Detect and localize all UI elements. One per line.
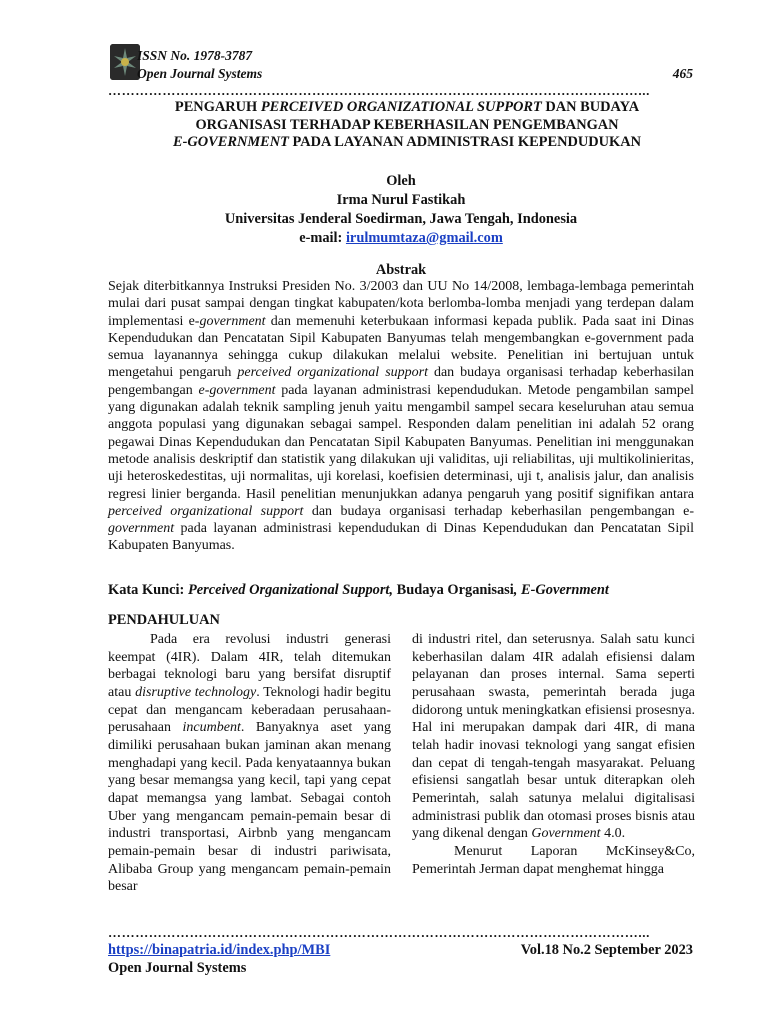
- title-line-3: E-GOVERNMENT PADA LAYANAN ADMINISTRASI KEPENDUDUKAN: [172, 134, 642, 150]
- author-block: [108, 172, 694, 248]
- footer-ojs: Open Journal Systems: [108, 960, 247, 976]
- abstract-body: Sejak diterbitkannya Instruksi Presiden No. 3/2003 dan UU No 14/2008, lembaga-lembaga pemerintah mulai dari pusat sampai dengan tingkat kabupaten/kota berlomba-lomba menjadi yang terdepan dalam implementasi e-government dan memenuhi keterbukaan informasi kepada publik. Pada saat ini Dinas Kependudukan dan Pencatatan Sipil Kabupaten Banyumas telah mengembangkan e-government pada semua layanannya sehingga cukup dilakukan melalui website. Penelitian ini bertujuan untuk mengetahui pengaruh perceived organizational support dan budaya organisasi terhadap keberhasilan pengembangan e-government pada layanan administrasi kependudukan. Metode pengambilan sampel yang digunakan adalah teknik sampling jenuh yaitu mengambil sampel secara keseluruhan atau semua anggota populasi yang digunakan sebagai sampel. Responden dalam penelitian ini adalah 52 orang pegawai Dinas Kependudukan dan Pencatatan Sipil Kabupaten Banyumas. Penelitian ini menggunakan metode analisis deskriptif dan statistik yang dilakukan uji validitas, uji reliabilitas, uji multikolinieritas, uji heteroskedestitas, uji normalitas, uji korelasi, koefisien determinasi, uji t, analisis jalur, dan analisis regresi linier berganda. Hasil penelitian menunjukkan adanya pengaruh yang positif signifikan antara perceived organizational support dan budaya organisasi terhadap keberhasilan pengembangan e-government pada layanan administrasi kependudukan di Dinas Kependudukan dan Pencatatan Sipil Kabupaten Banyumas.: [108, 279, 695, 554]
- logo-emblem-icon: [110, 44, 140, 80]
- header-ojs: Open Journal Systems: [137, 66, 263, 81]
- header-separator: ………………………………………………………………………………………………………...: [108, 86, 650, 96]
- right-column: [412, 631, 695, 878]
- volume-info: Vol.18 No.2 September 2023: [520, 942, 693, 958]
- left-paragraph: Pada era revolusi industri generasi keempat (4IR). Dalam 4IR, telah ditemukan berbagai teknologi baru yang bersifat disruptif atau disruptive technology. Teknologi hadir begitu cepat dan mengancam keberadaan perusahaan-perusahaan incumbent. Banyaknya aset yang dimiliki perusahaan bukan jaminan akan menang menghadapi yang kecil. Pada kenyataannya bukan yang besar memangsa yang kecil, tapi yang cepat dapat memangsa yang lambat. Sebagai contoh Uber yang mengancam pemain-pemain besar di industri transportasi, Airbnb yang mengancam pemain-pemain besar di industri pariwisata, Alibaba Group yang mengancam pemain-pemain besar: [108, 632, 391, 895]
- author-by: Oleh: [386, 173, 416, 189]
- author-name: Irma Nurul Fastikah: [336, 192, 466, 208]
- title-line-1: PENGARUH PERCEIVED ORGANIZATIONAL SUPPORT DAN BUDAYA: [174, 99, 640, 115]
- author-email-link[interactable]: irulmumtaza@gmail.com: [345, 230, 503, 246]
- title-line-2: ORGANISASI TERHADAP KEBERHASILAN PENGEMBANGAN: [195, 116, 619, 133]
- keywords: Kata Kunci: Perceived Organizational Support, Budaya Organisasi, E-Government: [108, 582, 609, 598]
- section-heading: PENDAHULUAN: [108, 612, 220, 628]
- journal-url-link[interactable]: https://binapatria.id/index.php/MBI: [108, 942, 331, 958]
- right-paragraph-2: Menurut Laporan McKinsey&Co, Pemerintah Jerman dapat menghemat hingga: [412, 843, 695, 877]
- author-affiliation: Universitas Jenderal Soedirman, Jawa Tengah, Indonesia: [224, 211, 578, 227]
- paper-title: [120, 99, 694, 152]
- issn-number: ISSN No. 1978-3787: [137, 48, 253, 63]
- footer-separator: ………………………………………………………………………………………………………...: [108, 928, 650, 938]
- page-number: 465: [672, 66, 693, 81]
- right-paragraph-1: di industri ritel, dan seterusnya. Salah satu kunci keberhasilan dalam 4IR adalah efisiensi dalam pelayanan dan proses internal. Sama seperti perusahaan swasta, pemerintah berada juga didorong untuk meningkatkan efisiensi prosesnya. Hal ini merupakan dampak dari 4IR, di mana telah hadir inovasi teknologi yang sangat efisien dan cepat di tengah-tengah masyarakat. Peluang efisiensi sangatlah besar untuk diterapkan oleh Pemerintah, salah satunya melalui digitalisasi administrasi publik dan otomasi proses bisnis atau yang dikenal dengan Government 4.0.: [412, 632, 695, 842]
- left-column: [108, 631, 391, 896]
- abstract-heading: Abstrak: [375, 262, 427, 278]
- journal-logo: [110, 44, 140, 80]
- author-email-line: e-mail: irulmumtaza@gmail.com: [299, 230, 503, 246]
